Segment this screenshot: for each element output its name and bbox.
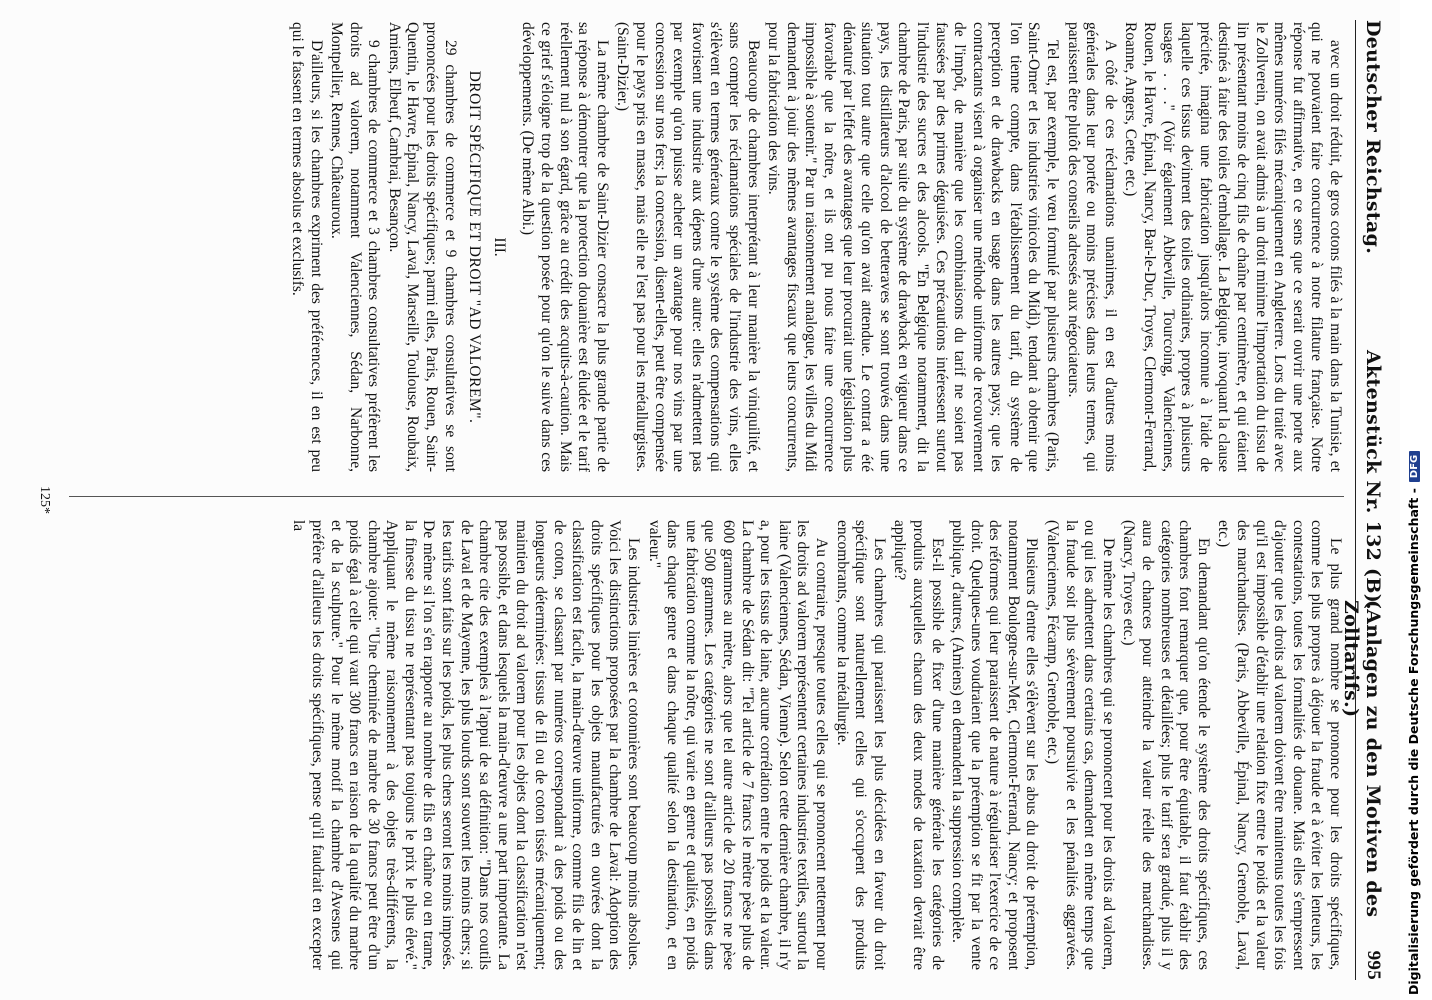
paragraph: Tel est, par exemple, le vœu formulé par plusieurs chambres (Paris, Saint-Omer et les industries vinicoles du Midi), tendant à obtenir que l'on tienne compte, dans l'établissement du tarif, du système de perception et de drawbacks en usage dans les autres pays; que les contractants visent à organiser une méthode uniforme de recouvrement de l'impôt, de manière que les combinaisons du tarif ne soient pas faussées par des primes déguisées. Ces précautions intéressent surtout l'industrie des sucres et des alcools. "En Belgique notamment, dit la chambre de Paris, par suite du système de drawback en vigueur dans ce pays, les distillateurs d'alcool de betteraves se sont trouvés dans une situation tout autre que celle qu'on avait attendue. Le contrat a été dénaturé par l'effet des avantages que leur procurait une législation plus favorable que la nôtre, et ils ont pu nous faire une concurrence impossible à soutenir." Par un raisonnement analogue, les villes du Midi demandent à jouir des mêmes avantages fiscaux que leurs concurrents, pour la fabrication des vins.	[765, 22, 1062, 472]
right-column	[54, 520, 1344, 970]
paragraph: Est-il possible de fixer d'une manière générale les catégories de produits auxquelles chacun des deux modes de taxation devrait être appliqué?	[891, 520, 946, 970]
header-title: Deutscher Reichstag.	[1362, 20, 1384, 255]
paragraph: La même chambre de Saint-Dizier consacre la plus grande partie de sa réponse à démontrer que la protection douanière est éludée et le tarif réellement nul à son égard, grâce au crédit des acquits-à-caution. Mais ce grief s'éloigne trop de la question posée pour qu'on le suive dans ces développements. (De même Albi.)	[519, 22, 611, 472]
paragraph: Les chambres qui paraissent les plus décidées en faveur du droit spécifique sont naturellement celles qui s'occupent des produits encombrants, comme la métallurgie.	[833, 520, 888, 970]
paragraph: En demandant qu'on étende le système des droits spécifiques, ces chambres font remarquer que, pour être équitable, il faut établir des catégories nombreuses et détaillées; plus le tarif sera gradué, plus il y aura de chances pour atteindre la valeur réelle des marchandises. (Nancy, Troyes etc.)	[1120, 520, 1212, 970]
section-title: DROIT SPÉCIFIQUE ET DROIT "AD VALOREM".	[466, 70, 484, 424]
paragraph: A côté de ces réclamations unanimes, il en est d'autres moins générales dans leur portée ou moins précises dans leurs termes, qui paraissent être plutôt des conseils adressés aux négociateurs.	[1064, 22, 1119, 472]
paragraph: Les industries linières et cotonnières sont beaucoup moins absolues. Voici les distinctions proposées par la chambre de Laval: Adoption des droits spécifiques pour les objets manufacturés en ouvrées dont la classification est facile, la main-d'œuvre uniforme, comme fils de lin et de coton, se classant par numéros correspondant à des poids ou des longueurs déterminées: tissus de fil ou de coton tissés mécaniquement; maintien du droit ad valorem pour les objets dont la classification n'est pas possible, et dans lesquels la main-d'œuvre a une part importante. La chambre cite des exemples à l'appui de sa définition: "Dans nos coutils de Laval et de Mayenne, les plus lourds sont souvent les moins chers; si les tarifs sont faits sur les poids, les plus chers seront les moins imposés. De même si l'on s'en rapporte au nombre de fils en chaîne ou en trame, la finesse du tissu ne représentant pas toujours le prix le plus élevé." Appliquant le même raisonnement à des objets très-différents, la chambre ajoute: "Une cheminée de marbre de 30 francs peut être d'un poids égal à celle qui vaut 300 francs en raison de la qualité du marbre et de la sculpture." Pour le même motif la chambre d'Avesnes qui préfère d'ailleurs les droits spécifiques, pense qu'il faudrait en excepter la	[290, 520, 643, 970]
section-roman-numeral: III.	[490, 237, 508, 257]
sponsor-text: Digitalisierung gefördert durch die Deutsche Forschungsgemeinschaft -	[1406, 488, 1421, 995]
paragraph: 9 chambres de commerce et 3 chambres consultatives préfèrent les droits ad valorem, notamment Valenciennes, Sédan, Narbonne, Montpellier, Rennes, Châteauroux.	[328, 22, 383, 472]
footer-page-number: 125*	[37, 486, 52, 514]
header-page-number: 995	[1363, 950, 1384, 980]
left-column	[54, 22, 1344, 472]
paragraph: De même les chambres qui se prononcent pour les droits ad valorem, ou qui les admettent dans certains cas, demandent en même temps que la fraude soit plus sévèrement poursuivie et les pénalités aggravées. (Valenciennes, Fécamp, Grenoble, etc.)	[1044, 520, 1117, 970]
column-divider	[69, 496, 1344, 497]
sponsor-strip	[1400, 0, 1432, 1000]
right-column-paragraphs	[289, 520, 1344, 970]
paragraph: avec un droit réduit, de gros cotons filés à la main dans la Tunisie, et qui ne pouvaient faire concurrence à notre filature française. Notre réponse fut affirmative, en ce sens que ce serait ouvrir une porte aux mêmes numéros filés mécaniquement en Angleterre. Lors du traité avec le Zollverein, on avait admis à un droit minime l'importation du tissu de lin présentant moins de cinq fils de chaîne par centimètre, et qui étaient destinés à faire des toiles d'emballage. La Belgique, invoquant la clause précitée, imagina une fabrication jusqu'alors inconnue à l'aide de laquelle ces tissus devinrent des toiles ordinaires, propres à plusieurs usages . . ." (Voir également Abbeville, Tourcoing, Valenciennes, Rouen, le Havre, Épinal, Nancy, Bar-le-Duc, Troyes, Clermont-Ferrand, Roanne, Angers, Cette, etc.)	[1122, 22, 1344, 472]
paragraph: D'ailleurs, si les chambres expriment des préférences, il en est peu qui le fassent en termes absolus et exclusifs.	[288, 22, 325, 472]
paragraph: Au contraire, presque toutes celles qui se prononcent nettement pour les droits ad valorem représentent certaines industries textiles, surtout la laine (Valenciennes, Sédan, Vienne). Selon cette dernière chambre, il n'y a, pour les tissus de laine, aucune corrélation entre le poids et la valeur. La chambre de Sédan dit: "Tel article de 7 francs le mètre pèse plus de 600 grammes au mètre, alors que tel autre article de 20 francs ne pèse que 500 grammes. Les catégories ne sont d'ailleurs pas possibles dans une fabrication comme la nôtre, qui varie en genre et qualités, en poids dans chaque genre et dans chaque qualité selon la destination, et en valeur."	[645, 520, 830, 970]
page-header	[1340, 20, 1388, 980]
dfg-logo: DFG	[1409, 451, 1420, 482]
left-column-paragraphs	[518, 22, 1344, 472]
header-document-number: Aktenstück Nr. 132 (B).	[1362, 350, 1384, 610]
left-column-paragraphs-after	[287, 22, 458, 472]
paragraph: 29 chambres de commerce et 9 chambres consultatives se sont prononcées pour les droits spécifiques; parmi elles, Paris, Rouen, Saint-Quentin, le Havre, Épinal, Nancy, Laval, Marseille, Toulouse, Roubaix, Amiens, Elbeuf, Cambrai, Besançon.	[385, 22, 459, 472]
header-section: (Anlagen zu den Motiven des Zolltarifs.)	[1340, 600, 1384, 918]
paragraph: Plusieurs d'entre elles s'élèvent sur les abus du droit de préemption, notamment Boulogne-sur-Mer, Clermont-Ferrand, Nancy; et proposent des réformes qui leur paraissent de nature à régulariser l'exercice de ce droit. Quelques-unes voudraient que la préemption se fit par la vente publique, d'autres, (Amiens) en demandent la suppression complète.	[949, 520, 1041, 970]
sponsor-notice	[1406, 35, 1421, 995]
paragraph: Beaucoup de chambres interprétant à leur manière la viniquilité, et sans compter les réclamations spéciales de l'industrie des vins, elles s'élèvent en termes généraux contre le système des compensations qui favorisent une industrie aux dépens d'une autre: elles n'admettent pas par exemple qu'on puisse acheter un avantage pour nos vins par une concession sur nos fers; la concession, disent-elles, peut être compensée pour le pays pris en masse, mais elle ne l'est pas pour les métallurgistes. (Saint-Dizier.)	[614, 22, 762, 472]
paragraph: Le plus grand nombre se prononce pour les droits spécifiques, comme les plus propres à déjouer la fraude et à éviter les lenteurs, les contestations, toutes les formalités de douane. Mais elles s'empressent d'ajouter que les droits ad valorem doivent être maintenus toutes les fois qu'il est impossible d'établir une relation fixe entre le poids et la valeur des marchandises. (Paris, Abbeville, Épinal, Nancy, Grenoble, Laval, etc.)	[1215, 520, 1344, 970]
